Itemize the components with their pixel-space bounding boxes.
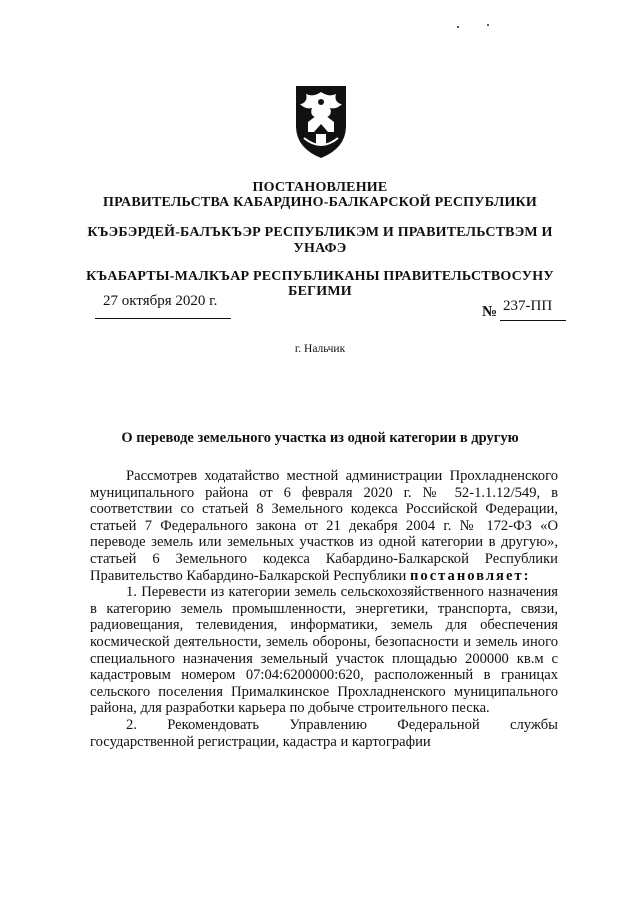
org-name-ru: ПРАВИТЕЛЬСТВА КАБАРДИНО-БАЛКАРСКОЙ РЕСПУБЛИКИ xyxy=(102,195,538,210)
document-body xyxy=(90,468,558,750)
date-underline xyxy=(95,318,231,319)
document-number: 237-ПП xyxy=(503,298,553,314)
org-name-krc-line1: КЪАБАРТЫ-МАЛКЪАР РЕСПУБЛИКАНЫ ПРАВИТЕЛЬСТВОСУНУ xyxy=(86,269,554,284)
document-title: О переводе земельного участка из одной категории в другую xyxy=(121,430,519,446)
org-name-kbd-line2: УНАФЭ xyxy=(293,241,347,256)
preamble-paragraph xyxy=(90,468,558,584)
kbr-coat-of-arms-icon xyxy=(290,82,352,160)
number-underline xyxy=(500,320,566,321)
org-name-kbd-line1: КЪЭБЭРДЕЙ-БАЛЪКЪЭР РЕСПУБЛИКЭМ И ПРАВИТЕЛЬСТВЭМ И xyxy=(87,225,553,240)
scan-speck xyxy=(487,24,489,26)
preamble-text: Рассмотрев ходатайство местной администрации Прохладненского муниципального района от 6 февраля 2020 г. № 52-1.1.12/549, в соответствии со статьей 8 Земельного кодекса Российской Федерации, статьей 7 Федерального закона от 21 декабря 2004 г. № 172-ФЗ «О переводе земель или земельных участков из одной категории в другую», статьей 6 Земельного кодекса Кабардино-Балкарской Республики Правительство Кабардино-Балкарской Республики xyxy=(90,468,558,584)
decree-word: постановляет: xyxy=(410,567,531,584)
org-name-krc-line2: БЕГИМИ xyxy=(288,284,352,299)
item-1-paragraph: 1. Перевести из категории земель сельскохозяйственного назначения в категорию земель промышленности, энергетики, транспорта, связи, радиовещания, телевидения, информатики, земель для обеспечения космической деятельности, земель обороны, безопасности и земель иного специального назначения земельный участок площадью 200000 кв.м с кадастровым номером 07:04:6200000:620, расположенный в границах сельского поселения Прималкинское Прохладненского муниципального района, для разработки карьера по добыче строительного песка. xyxy=(90,584,558,717)
scan-speck xyxy=(457,26,459,28)
item-2-paragraph: 2. Рекомендовать Управлению Федеральной службы государственной регистрации, кадастра и картографии xyxy=(90,716,558,750)
number-sign: № xyxy=(482,304,498,320)
doc-type: ПОСТАНОВЛЕНИЕ xyxy=(252,180,388,195)
city: г. Нальчик xyxy=(294,343,346,355)
document-date: 27 октября 2020 г. xyxy=(103,293,218,309)
